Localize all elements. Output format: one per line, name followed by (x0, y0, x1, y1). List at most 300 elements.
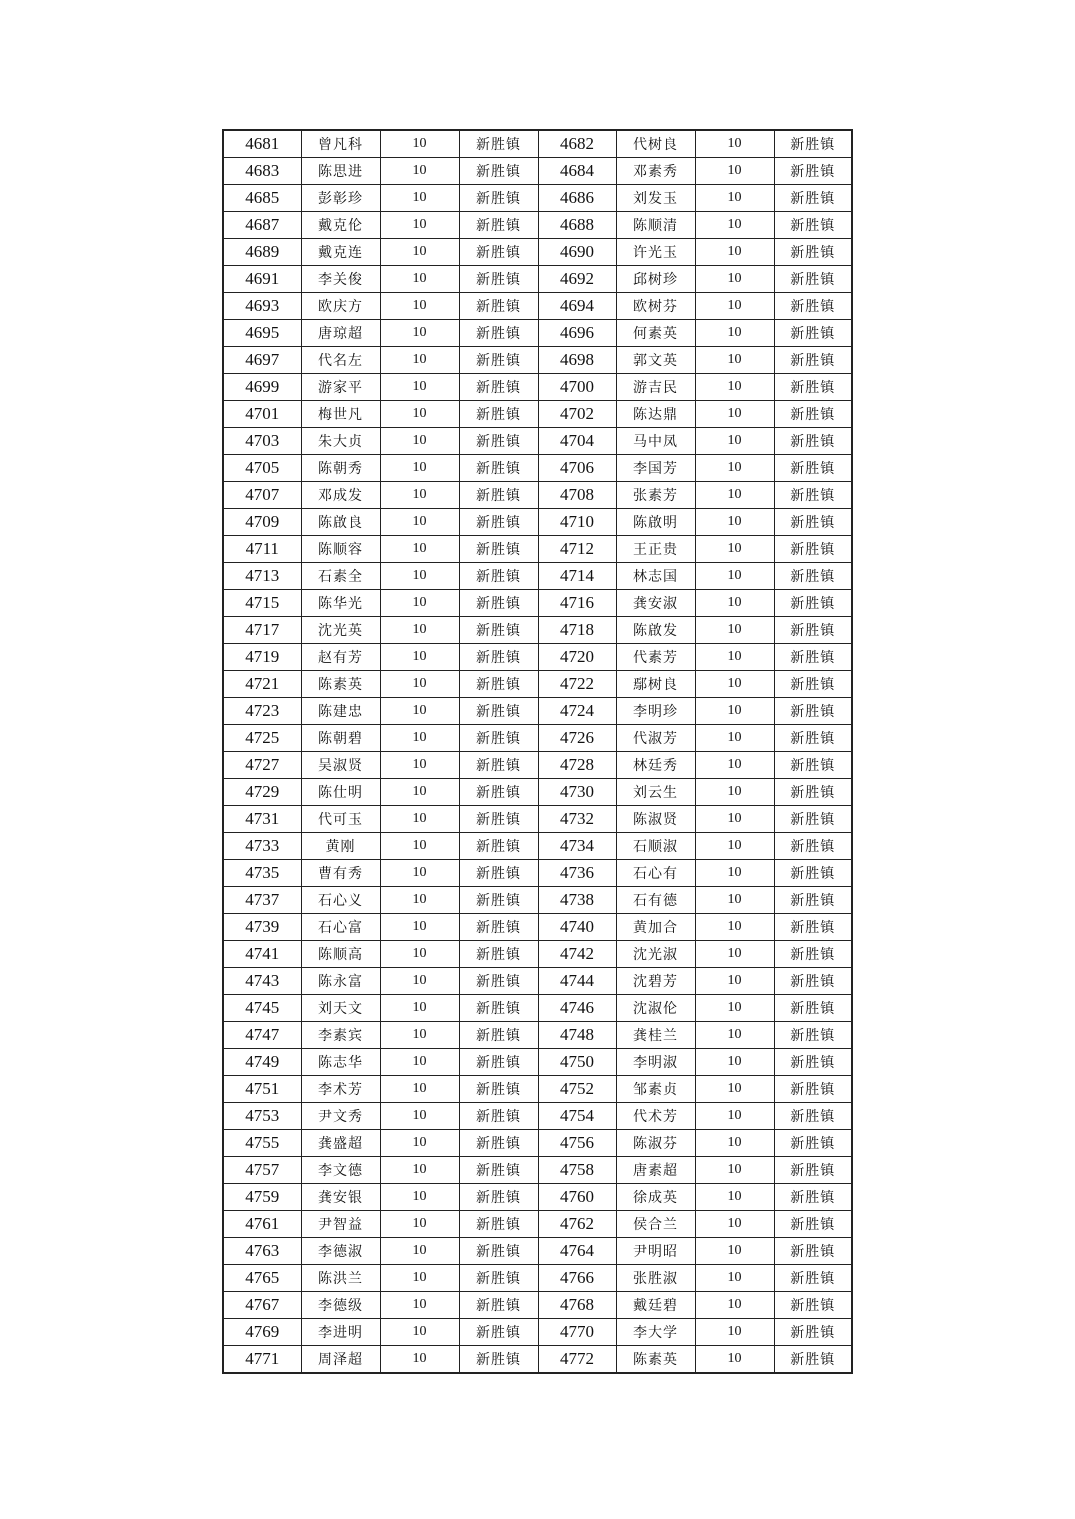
town-name: 新胜镇 (459, 266, 538, 293)
person-name: 李关俊 (301, 266, 380, 293)
entry-number: 4720 (538, 644, 616, 671)
entry-number: 4706 (538, 455, 616, 482)
amount-value: 10 (380, 779, 459, 806)
person-name: 游家平 (301, 374, 380, 401)
entry-number: 4727 (223, 752, 301, 779)
amount-value: 10 (695, 914, 774, 941)
town-name: 新胜镇 (774, 347, 852, 374)
amount-value: 10 (695, 806, 774, 833)
town-name: 新胜镇 (459, 806, 538, 833)
person-name: 陈淑芬 (616, 1130, 695, 1157)
entry-number: 4689 (223, 239, 301, 266)
table-row (223, 347, 852, 374)
town-name: 新胜镇 (459, 185, 538, 212)
town-name: 新胜镇 (459, 1184, 538, 1211)
person-name: 张素芳 (616, 482, 695, 509)
town-name: 新胜镇 (774, 860, 852, 887)
entry-number: 4702 (538, 401, 616, 428)
amount-value: 10 (695, 941, 774, 968)
town-name: 新胜镇 (459, 563, 538, 590)
amount-value: 10 (380, 617, 459, 644)
entry-number: 4736 (538, 860, 616, 887)
entry-number: 4731 (223, 806, 301, 833)
town-name: 新胜镇 (774, 239, 852, 266)
entry-number: 4692 (538, 266, 616, 293)
table-row (223, 752, 852, 779)
amount-value: 10 (695, 1184, 774, 1211)
table-row (223, 590, 852, 617)
person-name: 赵有芳 (301, 644, 380, 671)
town-name: 新胜镇 (774, 482, 852, 509)
town-name: 新胜镇 (459, 293, 538, 320)
amount-value: 10 (380, 1076, 459, 1103)
entry-number: 4713 (223, 563, 301, 590)
person-name: 沈光英 (301, 617, 380, 644)
amount-value: 10 (380, 293, 459, 320)
entry-number: 4738 (538, 887, 616, 914)
person-name: 戴廷碧 (616, 1292, 695, 1319)
entry-number: 4750 (538, 1049, 616, 1076)
amount-value: 10 (380, 455, 459, 482)
town-name: 新胜镇 (459, 347, 538, 374)
entry-number: 4696 (538, 320, 616, 347)
amount-value: 10 (695, 374, 774, 401)
person-name: 欧树芬 (616, 293, 695, 320)
town-name: 新胜镇 (774, 1346, 852, 1374)
person-name: 陈达鼎 (616, 401, 695, 428)
town-name: 新胜镇 (459, 1157, 538, 1184)
entry-number: 4770 (538, 1319, 616, 1346)
town-name: 新胜镇 (774, 698, 852, 725)
town-name: 新胜镇 (459, 1103, 538, 1130)
amount-value: 10 (695, 860, 774, 887)
amount-value: 10 (380, 833, 459, 860)
person-name: 代树良 (616, 130, 695, 158)
town-name: 新胜镇 (774, 185, 852, 212)
person-name: 石心富 (301, 914, 380, 941)
person-name: 陈啟发 (616, 617, 695, 644)
table-row (223, 401, 852, 428)
person-name: 陈永富 (301, 968, 380, 995)
amount-value: 10 (695, 887, 774, 914)
person-name: 邓成发 (301, 482, 380, 509)
amount-value: 10 (695, 1238, 774, 1265)
town-name: 新胜镇 (774, 1076, 852, 1103)
town-name: 新胜镇 (774, 1130, 852, 1157)
amount-value: 10 (695, 1292, 774, 1319)
amount-value: 10 (380, 1265, 459, 1292)
entry-number: 4757 (223, 1157, 301, 1184)
roster-body (223, 130, 852, 1373)
amount-value: 10 (380, 266, 459, 293)
table-row (223, 130, 852, 158)
table-row (223, 212, 852, 239)
town-name: 新胜镇 (459, 374, 538, 401)
entry-number: 4743 (223, 968, 301, 995)
town-name: 新胜镇 (774, 1319, 852, 1346)
person-name: 曹有秀 (301, 860, 380, 887)
town-name: 新胜镇 (459, 1346, 538, 1374)
town-name: 新胜镇 (459, 536, 538, 563)
town-name: 新胜镇 (774, 671, 852, 698)
amount-value: 10 (695, 725, 774, 752)
town-name: 新胜镇 (774, 644, 852, 671)
person-name: 石素全 (301, 563, 380, 590)
table-row (223, 428, 852, 455)
person-name: 唐琼超 (301, 320, 380, 347)
person-name: 龚盛超 (301, 1130, 380, 1157)
amount-value: 10 (380, 1346, 459, 1374)
table-row (223, 1022, 852, 1049)
table-row (223, 455, 852, 482)
amount-value: 10 (695, 644, 774, 671)
amount-value: 10 (695, 428, 774, 455)
entry-number: 4699 (223, 374, 301, 401)
person-name: 陈素英 (616, 1346, 695, 1374)
amount-value: 10 (380, 536, 459, 563)
amount-value: 10 (695, 1265, 774, 1292)
entry-number: 4691 (223, 266, 301, 293)
entry-number: 4694 (538, 293, 616, 320)
town-name: 新胜镇 (459, 130, 538, 158)
person-name: 代素芳 (616, 644, 695, 671)
amount-value: 10 (380, 941, 459, 968)
entry-number: 4718 (538, 617, 616, 644)
amount-value: 10 (380, 644, 459, 671)
town-name: 新胜镇 (774, 1265, 852, 1292)
person-name: 欧庆方 (301, 293, 380, 320)
amount-value: 10 (695, 130, 774, 158)
town-name: 新胜镇 (459, 752, 538, 779)
table-row (223, 482, 852, 509)
amount-value: 10 (695, 293, 774, 320)
table-row (223, 563, 852, 590)
amount-value: 10 (695, 455, 774, 482)
table-row (223, 239, 852, 266)
town-name: 新胜镇 (774, 914, 852, 941)
town-name: 新胜镇 (774, 212, 852, 239)
amount-value: 10 (695, 347, 774, 374)
amount-value: 10 (380, 860, 459, 887)
person-name: 邓素秀 (616, 158, 695, 185)
amount-value: 10 (380, 1103, 459, 1130)
amount-value: 10 (380, 428, 459, 455)
person-name: 李国芳 (616, 455, 695, 482)
person-name: 徐成英 (616, 1184, 695, 1211)
entry-number: 4698 (538, 347, 616, 374)
town-name: 新胜镇 (459, 617, 538, 644)
amount-value: 10 (380, 995, 459, 1022)
amount-value: 10 (695, 563, 774, 590)
table-row (223, 833, 852, 860)
town-name: 新胜镇 (459, 1076, 538, 1103)
person-name: 尹智益 (301, 1211, 380, 1238)
entry-number: 4767 (223, 1292, 301, 1319)
town-name: 新胜镇 (774, 428, 852, 455)
entry-number: 4683 (223, 158, 301, 185)
entry-number: 4722 (538, 671, 616, 698)
entry-number: 4771 (223, 1346, 301, 1374)
town-name: 新胜镇 (459, 671, 538, 698)
town-name: 新胜镇 (774, 293, 852, 320)
town-name: 新胜镇 (459, 401, 538, 428)
entry-number: 4741 (223, 941, 301, 968)
town-name: 新胜镇 (459, 995, 538, 1022)
person-name: 李大学 (616, 1319, 695, 1346)
town-name: 新胜镇 (774, 725, 852, 752)
entry-number: 4723 (223, 698, 301, 725)
town-name: 新胜镇 (774, 563, 852, 590)
town-name: 新胜镇 (774, 509, 852, 536)
town-name: 新胜镇 (459, 239, 538, 266)
entry-number: 4705 (223, 455, 301, 482)
town-name: 新胜镇 (774, 1184, 852, 1211)
town-name: 新胜镇 (459, 1265, 538, 1292)
town-name: 新胜镇 (459, 860, 538, 887)
person-name: 陈啟良 (301, 509, 380, 536)
person-name: 陈志华 (301, 1049, 380, 1076)
entry-number: 4690 (538, 239, 616, 266)
person-name: 李明珍 (616, 698, 695, 725)
town-name: 新胜镇 (774, 1049, 852, 1076)
table-row (223, 185, 852, 212)
person-name: 戴克连 (301, 239, 380, 266)
person-name: 陈思进 (301, 158, 380, 185)
entry-number: 4761 (223, 1211, 301, 1238)
entry-number: 4749 (223, 1049, 301, 1076)
town-name: 新胜镇 (774, 590, 852, 617)
entry-number: 4715 (223, 590, 301, 617)
amount-value: 10 (380, 1184, 459, 1211)
person-name: 陈啟明 (616, 509, 695, 536)
person-name: 马中凤 (616, 428, 695, 455)
table-row (223, 860, 852, 887)
table-row (223, 374, 852, 401)
amount-value: 10 (380, 1022, 459, 1049)
person-name: 林廷秀 (616, 752, 695, 779)
person-name: 彭彰珍 (301, 185, 380, 212)
town-name: 新胜镇 (459, 1049, 538, 1076)
amount-value: 10 (380, 752, 459, 779)
town-name: 新胜镇 (459, 455, 538, 482)
amount-value: 10 (380, 968, 459, 995)
table-row (223, 1265, 852, 1292)
town-name: 新胜镇 (459, 212, 538, 239)
person-name: 张胜淑 (616, 1265, 695, 1292)
person-name: 沈淑伦 (616, 995, 695, 1022)
person-name: 陈朝秀 (301, 455, 380, 482)
town-name: 新胜镇 (774, 455, 852, 482)
table-row (223, 1319, 852, 1346)
amount-value: 10 (695, 1211, 774, 1238)
amount-value: 10 (695, 590, 774, 617)
amount-value: 10 (695, 401, 774, 428)
person-name: 龚桂兰 (616, 1022, 695, 1049)
entry-number: 4709 (223, 509, 301, 536)
person-name: 李文德 (301, 1157, 380, 1184)
amount-value: 10 (380, 1319, 459, 1346)
amount-value: 10 (695, 158, 774, 185)
entry-number: 4728 (538, 752, 616, 779)
town-name: 新胜镇 (774, 968, 852, 995)
town-name: 新胜镇 (774, 887, 852, 914)
entry-number: 4701 (223, 401, 301, 428)
town-name: 新胜镇 (459, 1022, 538, 1049)
table-row (223, 320, 852, 347)
person-name: 李德级 (301, 1292, 380, 1319)
person-name: 石心有 (616, 860, 695, 887)
entry-number: 4724 (538, 698, 616, 725)
person-name: 石顺淑 (616, 833, 695, 860)
person-name: 许光玉 (616, 239, 695, 266)
table-row (223, 725, 852, 752)
town-name: 新胜镇 (459, 779, 538, 806)
amount-value: 10 (695, 833, 774, 860)
town-name: 新胜镇 (774, 320, 852, 347)
person-name: 林志国 (616, 563, 695, 590)
town-name: 新胜镇 (774, 941, 852, 968)
town-name: 新胜镇 (774, 752, 852, 779)
entry-number: 4729 (223, 779, 301, 806)
person-name: 龚安银 (301, 1184, 380, 1211)
entry-number: 4726 (538, 725, 616, 752)
town-name: 新胜镇 (459, 914, 538, 941)
amount-value: 10 (380, 185, 459, 212)
person-name: 李进明 (301, 1319, 380, 1346)
amount-value: 10 (695, 266, 774, 293)
amount-value: 10 (695, 1076, 774, 1103)
town-name: 新胜镇 (459, 509, 538, 536)
amount-value: 10 (380, 590, 459, 617)
entry-number: 4717 (223, 617, 301, 644)
entry-number: 4746 (538, 995, 616, 1022)
person-name: 何素英 (616, 320, 695, 347)
town-name: 新胜镇 (774, 130, 852, 158)
entry-number: 4744 (538, 968, 616, 995)
person-name: 刘发玉 (616, 185, 695, 212)
entry-number: 4745 (223, 995, 301, 1022)
person-name: 戴克伦 (301, 212, 380, 239)
town-name: 新胜镇 (459, 968, 538, 995)
person-name: 陈朝碧 (301, 725, 380, 752)
person-name: 沈碧芳 (616, 968, 695, 995)
town-name: 新胜镇 (774, 1292, 852, 1319)
table-row (223, 671, 852, 698)
entry-number: 4762 (538, 1211, 616, 1238)
person-name: 曾凡科 (301, 130, 380, 158)
person-name: 朱大贞 (301, 428, 380, 455)
person-name: 代淑芳 (616, 725, 695, 752)
entry-number: 4752 (538, 1076, 616, 1103)
table-row (223, 779, 852, 806)
entry-number: 4688 (538, 212, 616, 239)
town-name: 新胜镇 (774, 266, 852, 293)
entry-number: 4754 (538, 1103, 616, 1130)
amount-value: 10 (380, 698, 459, 725)
amount-value: 10 (695, 1103, 774, 1130)
town-name: 新胜镇 (459, 1130, 538, 1157)
town-name: 新胜镇 (459, 644, 538, 671)
town-name: 新胜镇 (459, 941, 538, 968)
amount-value: 10 (695, 1346, 774, 1374)
person-name: 石有德 (616, 887, 695, 914)
person-name: 陈建忠 (301, 698, 380, 725)
entry-number: 4714 (538, 563, 616, 590)
entry-number: 4682 (538, 130, 616, 158)
person-name: 陈洪兰 (301, 1265, 380, 1292)
town-name: 新胜镇 (459, 1292, 538, 1319)
town-name: 新胜镇 (459, 158, 538, 185)
person-name: 代术芳 (616, 1103, 695, 1130)
entry-number: 4684 (538, 158, 616, 185)
entry-number: 4695 (223, 320, 301, 347)
town-name: 新胜镇 (459, 428, 538, 455)
amount-value: 10 (695, 1049, 774, 1076)
entry-number: 4686 (538, 185, 616, 212)
town-name: 新胜镇 (774, 158, 852, 185)
entry-number: 4730 (538, 779, 616, 806)
amount-value: 10 (380, 130, 459, 158)
amount-value: 10 (380, 212, 459, 239)
amount-value: 10 (380, 239, 459, 266)
entry-number: 4710 (538, 509, 616, 536)
table-row (223, 1184, 852, 1211)
town-name: 新胜镇 (459, 1319, 538, 1346)
entry-number: 4747 (223, 1022, 301, 1049)
town-name: 新胜镇 (774, 806, 852, 833)
amount-value: 10 (380, 806, 459, 833)
amount-value: 10 (380, 1292, 459, 1319)
entry-number: 4685 (223, 185, 301, 212)
person-name: 邹素贞 (616, 1076, 695, 1103)
town-name: 新胜镇 (774, 1103, 852, 1130)
entry-number: 4769 (223, 1319, 301, 1346)
town-name: 新胜镇 (774, 536, 852, 563)
town-name: 新胜镇 (774, 779, 852, 806)
amount-value: 10 (380, 320, 459, 347)
table-row (223, 1211, 852, 1238)
person-name: 李德淑 (301, 1238, 380, 1265)
person-name: 陈素英 (301, 671, 380, 698)
amount-value: 10 (695, 617, 774, 644)
town-name: 新胜镇 (774, 401, 852, 428)
town-name: 新胜镇 (459, 590, 538, 617)
entry-number: 4763 (223, 1238, 301, 1265)
table-row (223, 158, 852, 185)
table-row (223, 1103, 852, 1130)
town-name: 新胜镇 (774, 1157, 852, 1184)
table-row (223, 698, 852, 725)
town-name: 新胜镇 (459, 1211, 538, 1238)
person-name: 吴淑贤 (301, 752, 380, 779)
town-name: 新胜镇 (774, 1238, 852, 1265)
amount-value: 10 (380, 401, 459, 428)
table-row (223, 941, 852, 968)
table-row (223, 1238, 852, 1265)
person-name: 郭文英 (616, 347, 695, 374)
amount-value: 10 (380, 1130, 459, 1157)
person-name: 陈华光 (301, 590, 380, 617)
entry-number: 4693 (223, 293, 301, 320)
amount-value: 10 (380, 914, 459, 941)
amount-value: 10 (380, 671, 459, 698)
person-name: 龚安淑 (616, 590, 695, 617)
amount-value: 10 (695, 509, 774, 536)
roster-table (222, 129, 853, 1374)
entry-number: 4725 (223, 725, 301, 752)
amount-value: 10 (380, 509, 459, 536)
town-name: 新胜镇 (774, 1211, 852, 1238)
